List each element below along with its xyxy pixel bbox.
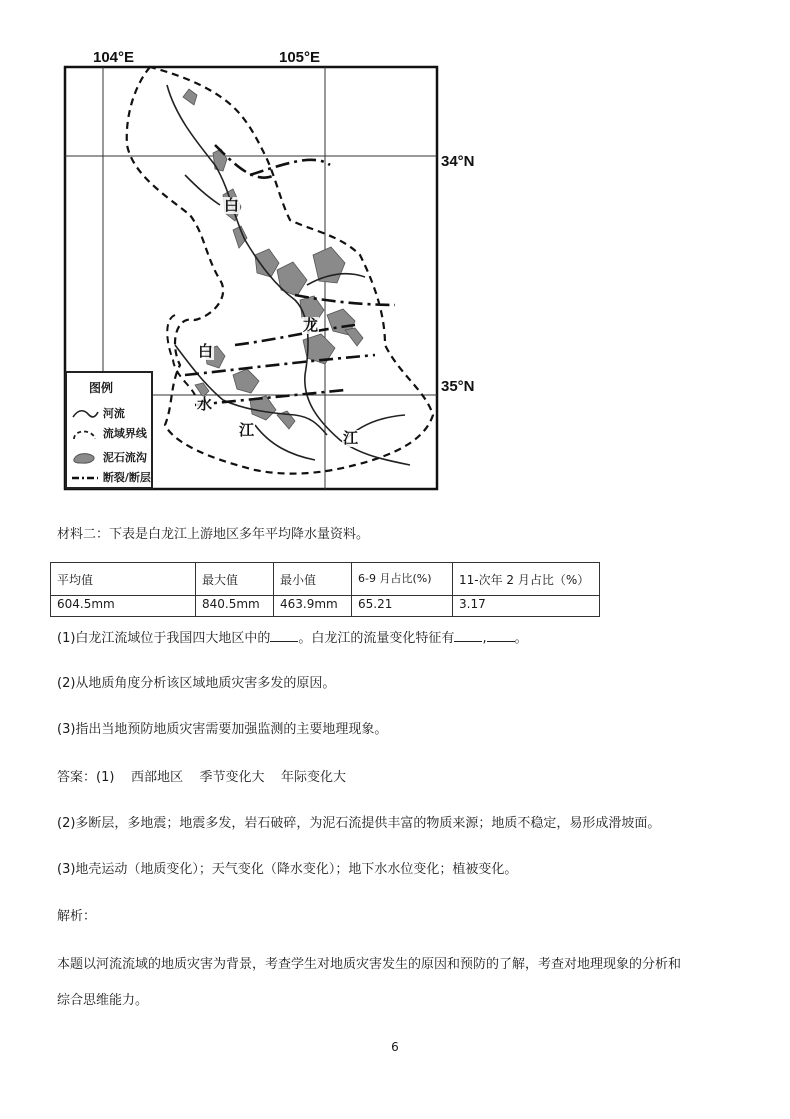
q1-part-a: (1)白龙江流域位于我国四大地区中的 [57, 631, 271, 646]
table-header-cell: 最小值 [274, 563, 352, 596]
table-cell: 463.9mm [274, 596, 352, 617]
table-header-cell: 11-次年 2 月占比（%） [453, 563, 600, 596]
latitude-label-34: 34°N [441, 153, 475, 170]
question-3: (3)指出当地预防地质灾害需要加强监测的主要地理现象。 [57, 722, 388, 737]
boundary-symbol-icon [71, 427, 99, 441]
longitude-label-104: 104°E [93, 49, 135, 66]
fault-symbol-icon [71, 473, 99, 483]
map-char-bai-2: 白 [198, 342, 214, 360]
analysis-label: 解析： [57, 909, 97, 924]
legend-boundary [71, 425, 147, 441]
legend-debris-label: 泥石流沟 [102, 451, 147, 464]
map-char-shui: 水 [197, 395, 213, 413]
longitude-label-105: 105°E [279, 49, 321, 66]
page-number: 6 [391, 1040, 399, 1054]
analysis-line-2: 综合思维能力。 [57, 993, 149, 1008]
precipitation-table [50, 562, 600, 617]
river-symbol-icon [71, 408, 99, 420]
answer-blank [454, 629, 482, 642]
answer-1: 答案：(1) 西部地区 季节变化大 年际变化大 [57, 770, 347, 785]
map-char-jiang-1: 江 [239, 421, 255, 439]
latitude-label-35: 35°N [441, 378, 475, 395]
answer-2: (2)多断层，多地震；地震多发，岩石破碎，为泥石流提供丰富的物质来源；地质不稳定，易形成滑坡面。 [57, 816, 661, 831]
q1-part-c: , [482, 631, 487, 646]
watershed-map [55, 45, 475, 495]
answer-blank [487, 629, 515, 642]
table-row [51, 596, 600, 617]
table-cell: 65.21 [352, 596, 453, 617]
legend-river-label: 河流 [102, 407, 125, 420]
answer-blank [270, 629, 298, 642]
q1-part-b: 。白龙江的流量变化特征有 [298, 631, 455, 646]
material2-intro: 材料二：下表是白龙江上游地区多年平均降水量资料。 [57, 527, 370, 542]
table-header-cell: 最大值 [196, 563, 274, 596]
analysis-line-1: 本题以河流流域的地质灾害为背景，考查学生对地质灾害发生的原因和预防的了解，考查对地理现象的分析和 [57, 957, 682, 972]
q1-part-d: 。 [514, 631, 528, 646]
legend-title: 图例 [89, 381, 114, 395]
table-header-cell: 6-9 月占比(%) [352, 563, 453, 596]
legend-boundary-label: 流域界线 [102, 427, 147, 440]
map-char-bai-1: 白 [224, 196, 240, 214]
debris-flow-symbol-icon [71, 451, 99, 465]
map-char-long: 龙 [303, 316, 319, 334]
table-cell: 3.17 [453, 596, 600, 617]
answer-3: (3)地壳运动（地质变化）；天气变化（降水变化）；地下水水位变化；植被变化。 [57, 862, 518, 877]
legend-fault [71, 469, 151, 485]
question-2: (2)从地质角度分析该区域地质灾害多发的原因。 [57, 676, 336, 691]
question-1 [57, 629, 528, 648]
table-cell: 604.5mm [51, 596, 196, 617]
legend-fault-label: 断裂/断层 [102, 471, 151, 484]
map-char-jiang-2: 江 [343, 429, 359, 447]
legend-river [71, 405, 125, 421]
table-cell: 840.5mm [196, 596, 274, 617]
table-header-cell: 平均值 [51, 563, 196, 596]
legend-debris [71, 449, 147, 465]
table-header-row [51, 563, 600, 596]
map-legend [65, 371, 153, 489]
